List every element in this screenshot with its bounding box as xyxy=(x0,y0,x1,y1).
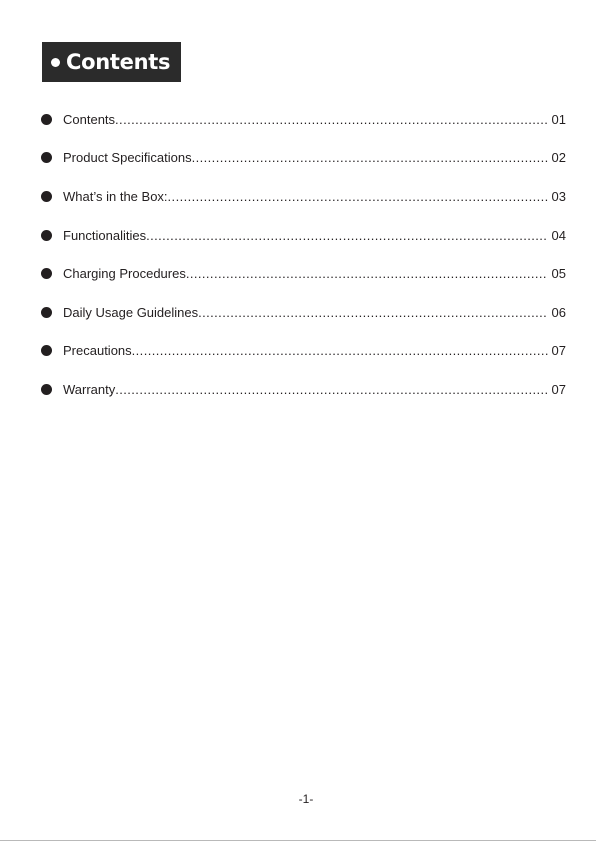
toc-entry-label: Functionalities xyxy=(63,227,147,243)
bullet-icon xyxy=(51,58,60,67)
toc-entry-page: 07 xyxy=(551,343,566,359)
toc-entry-page: 06 xyxy=(551,304,566,320)
dot-leader xyxy=(168,190,548,203)
bullet-icon xyxy=(41,384,52,395)
toc-entry-daily-usage-guidelines[interactable] xyxy=(41,293,566,332)
dot-leader xyxy=(115,383,547,396)
toc-entry-charging-procedures[interactable] xyxy=(41,254,566,293)
toc-entry-product-specifications[interactable] xyxy=(41,139,566,178)
toc-entry-functionalities[interactable] xyxy=(41,216,566,255)
toc-entry-page: 03 xyxy=(551,188,566,204)
toc-entry-precautions[interactable] xyxy=(41,332,566,371)
bottom-divider xyxy=(0,840,596,841)
toc-entry-label: Charging Procedures xyxy=(63,266,186,282)
dot-leader xyxy=(146,229,547,242)
toc-entry-page: 07 xyxy=(551,381,566,397)
dot-leader xyxy=(192,151,548,164)
toc-entry-label: Warranty xyxy=(63,381,116,397)
toc-entry-label: Precautions xyxy=(63,343,132,359)
contents-heading xyxy=(42,42,181,82)
toc-entry-label: What’s in the Box: xyxy=(63,188,168,204)
toc-entry-label: Product Specifications xyxy=(63,150,192,166)
toc-entry-label: Daily Usage Guidelines xyxy=(63,304,199,320)
bullet-icon xyxy=(41,307,52,318)
bullet-icon xyxy=(41,114,52,125)
dot-leader xyxy=(115,113,547,126)
bullet-icon xyxy=(41,191,52,202)
page-title: Contents xyxy=(66,49,171,74)
bullet-icon xyxy=(41,230,52,241)
toc-entry-page: 01 xyxy=(551,111,566,127)
bullet-icon xyxy=(41,152,52,163)
toc-entry-page: 02 xyxy=(551,150,566,166)
toc-entry-label: Contents xyxy=(63,111,116,127)
page-number: -1- xyxy=(298,792,314,806)
bullet-icon xyxy=(41,268,52,279)
toc-entry-page: 04 xyxy=(551,227,566,243)
toc-entry-whats-in-the-box[interactable] xyxy=(41,177,566,216)
dot-leader xyxy=(186,267,548,280)
toc-entry-warranty[interactable] xyxy=(41,370,566,409)
table-of-contents xyxy=(41,100,566,409)
toc-entry-contents[interactable] xyxy=(41,100,566,139)
bullet-icon xyxy=(41,345,52,356)
dot-leader xyxy=(198,306,547,319)
toc-entry-page: 05 xyxy=(551,266,566,282)
dot-leader xyxy=(132,344,548,357)
